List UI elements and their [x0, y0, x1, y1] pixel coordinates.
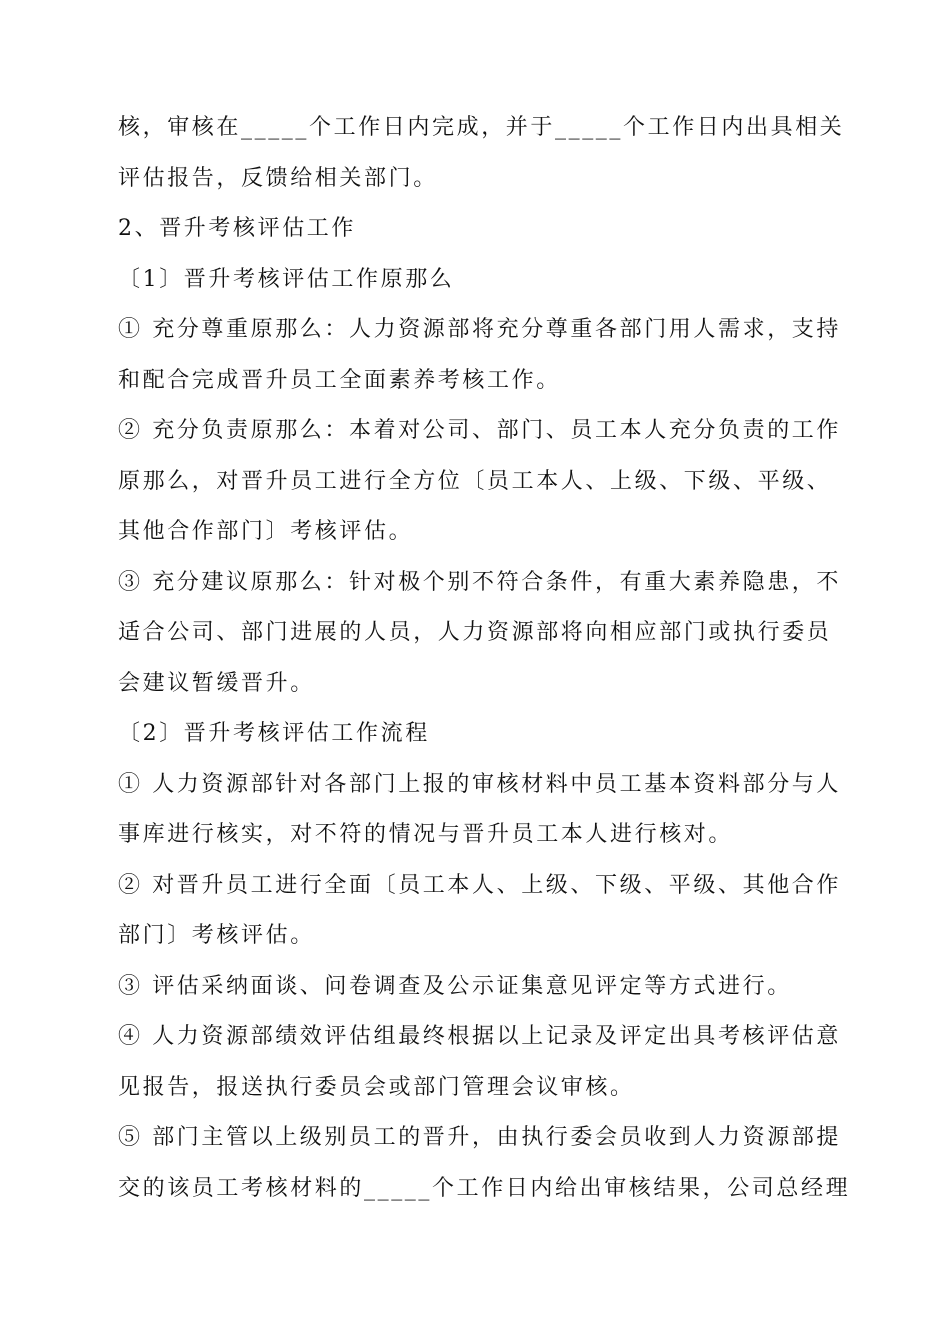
document-body	[118, 103, 851, 1214]
text-line: ③ 评估采纳面谈、问卷调查及公示证集意见评定等方式进行。	[118, 973, 792, 999]
text-line: 适合公司、部门进展的人员，人力资源部将向相应部门或执行委员	[118, 620, 832, 645]
text-line: ② 充分负责原那么：本着对公司、部门、员工本人充分负责的工作	[118, 418, 841, 443]
text-line: ⑤ 部门主管以上级别员工的晋升，由执行委会员收到人力资源部提	[118, 1125, 841, 1150]
text-line: 交的该员工考核材料的_____个工作日内给出审核结果，公司总经理	[118, 1175, 851, 1201]
text-line: 事库进行核实，对不符的情况与晋升员工本人进行核对。	[118, 822, 734, 847]
text-line: 其他合作部门〕考核评估。	[118, 519, 414, 544]
text-line: 原那么，对晋升员工进行全方位〔员工本人、上级、下级、平级、	[118, 468, 832, 494]
text-line: ② 对晋升员工进行全面〔员工本人、上级、下级、平级、其他合作	[118, 872, 841, 898]
text-line: ① 充分尊重原那么：人力资源部将充分尊重各部门用人需求，支持	[118, 317, 841, 342]
text-line: 核，审核在_____个工作日内完成，并于_____个工作日内出具相关	[118, 115, 845, 140]
section-heading: 2、晋升考核评估工作	[118, 216, 356, 241]
text-line: 部门〕考核评估。	[118, 923, 315, 948]
text-line: 评估报告，反馈给相关部门。	[118, 165, 438, 191]
text-line: ③ 充分建议原那么：针对极个别不符合条件，有重大素养隐患，不	[118, 569, 841, 595]
subsection-heading: 〔1〕晋升考核评估工作原那么	[118, 266, 455, 292]
text-line: 和配合完成晋升员工全面素养考核工作。	[118, 367, 561, 393]
text-line: 见报告，报送执行委员会或部门管理会议审核。	[118, 1074, 635, 1100]
text-line: ① 人力资源部针对各部门上报的审核材料中员工基本资料部分与人	[118, 771, 841, 797]
text-line: 会建议暂缓晋升。	[118, 670, 315, 696]
text-line: ④ 人力资源部绩效评估组最终根据以上记录及评定出具考核评估意	[118, 1024, 841, 1049]
subsection-heading: 〔2〕晋升考核评估工作流程	[118, 721, 430, 746]
